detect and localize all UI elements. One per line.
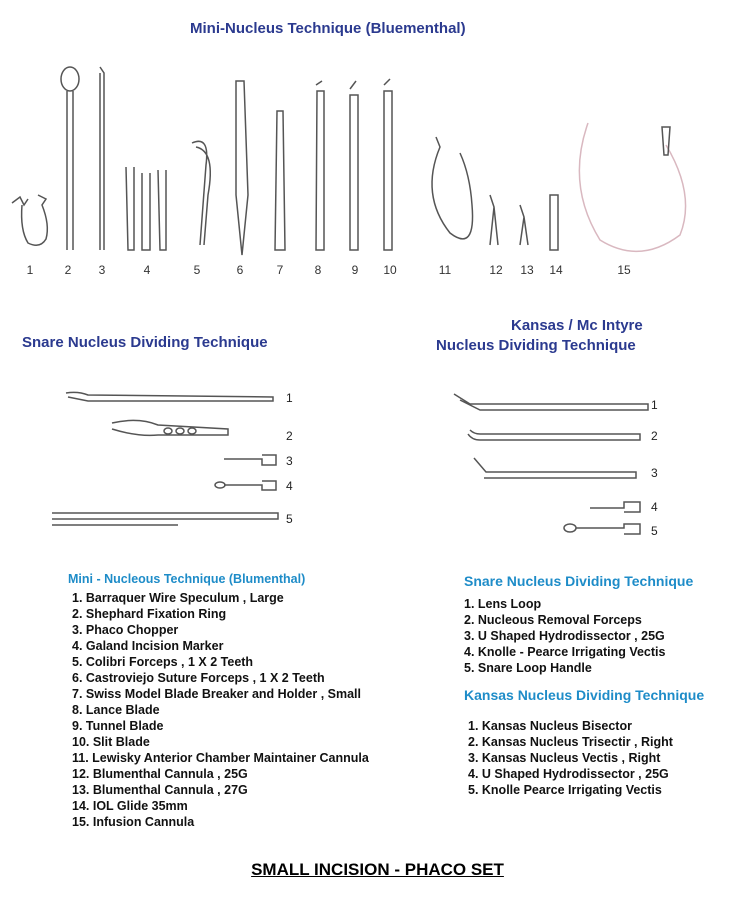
kansas-list-title: Kansas Nucleus Dividing Technique bbox=[464, 687, 705, 703]
list-item: 1. Barraquer Wire Speculum , Large bbox=[72, 591, 284, 605]
instrument-number: 1 bbox=[26, 263, 34, 277]
kansas-item-number: 5 bbox=[651, 524, 658, 538]
list-item: 4. Knolle - Pearce Irrigating Vectis bbox=[464, 645, 666, 659]
instrument-number: 3 bbox=[98, 263, 106, 277]
list-item: 2. Shephard Fixation Ring bbox=[72, 607, 227, 621]
kansas-item-number: 1 bbox=[651, 398, 658, 412]
list-item: 3. Phaco Chopper bbox=[72, 623, 179, 637]
kansas-instruments-illustration bbox=[450, 390, 650, 540]
list-item: 1. Kansas Nucleus Bisector bbox=[468, 719, 632, 733]
kansas-item-number: 2 bbox=[651, 429, 658, 443]
list-item: 15. Infusion Cannula bbox=[72, 815, 195, 829]
snare-instruments-illustration bbox=[48, 385, 288, 530]
list-item: 5. Colibri Forceps , 1 X 2 Teeth bbox=[72, 655, 254, 669]
list-item: 5. Snare Loop Handle bbox=[464, 661, 592, 675]
list-item: 13. Blumenthal Cannula , 27G bbox=[72, 783, 248, 797]
kansas-item-number: 4 bbox=[651, 500, 658, 514]
instrument-number: 6 bbox=[236, 263, 244, 277]
instrument-number: 4 bbox=[143, 263, 151, 277]
instrument-number: 7 bbox=[276, 263, 284, 277]
instrument-number: 13 bbox=[520, 263, 534, 277]
snare-heading: Snare Nucleus Dividing Technique bbox=[22, 334, 268, 351]
mini-nucleus-heading: Mini-Nucleus Technique (Bluementhal) bbox=[190, 20, 466, 37]
snare-item-number: 4 bbox=[286, 479, 293, 493]
instrument-number: 8 bbox=[314, 263, 322, 277]
list-item: 5. Knolle Pearce Irrigating Vectis bbox=[468, 783, 662, 797]
instrument-number: 10 bbox=[383, 263, 397, 277]
kansas-item-number: 3 bbox=[651, 466, 658, 480]
list-item: 6. Castroviejo Suture Forceps , 1 X 2 Teeth bbox=[72, 671, 325, 685]
snare-item-number: 3 bbox=[286, 454, 293, 468]
instrument-number: 5 bbox=[193, 263, 201, 277]
list-item: 12. Blumenthal Cannula , 25G bbox=[72, 767, 248, 781]
list-item: 3. Kansas Nucleus Vectis , Right bbox=[468, 751, 661, 765]
instrument-number: 11 bbox=[438, 263, 452, 277]
snare-item-number: 5 bbox=[286, 512, 293, 526]
list-item: 8. Lance Blade bbox=[72, 703, 160, 717]
snare-item-number: 1 bbox=[286, 391, 293, 405]
list-item: 4. U Shaped Hydrodissector , 25G bbox=[468, 767, 669, 781]
mini-list bbox=[72, 590, 369, 830]
instrument-number: 14 bbox=[549, 263, 563, 277]
kansas-heading-line2: Nucleus Dividing Technique bbox=[436, 337, 636, 354]
instrument-number: 9 bbox=[351, 263, 359, 277]
list-item: 2. Nucleous Removal Forceps bbox=[464, 613, 642, 627]
list-item: 10. Slit Blade bbox=[72, 735, 150, 749]
instrument-number: 12 bbox=[489, 263, 503, 277]
snare-item-number: 2 bbox=[286, 429, 293, 443]
list-item: 11. Lewisky Anterior Chamber Maintainer Cannula bbox=[72, 751, 369, 765]
page-footer-title: SMALL INCISION - PHACO SET bbox=[251, 860, 504, 879]
mini-nucleus-instruments-illustration bbox=[0, 55, 700, 260]
list-item: 14. IOL Glide 35mm bbox=[72, 799, 188, 813]
list-item: 3. U Shaped Hydrodissector , 25G bbox=[464, 629, 665, 643]
instrument-number: 2 bbox=[64, 263, 72, 277]
list-item: 4. Galand Incision Marker bbox=[72, 639, 224, 653]
snare-list-title: Snare Nucleus Dividing Technique bbox=[464, 573, 694, 589]
list-item: 9. Tunnel Blade bbox=[72, 719, 164, 733]
list-item: 2. Kansas Nucleus Trisectir , Right bbox=[468, 735, 673, 749]
list-item: 1. Lens Loop bbox=[464, 597, 542, 611]
kansas-heading-line1: Kansas / Mc Intyre bbox=[511, 317, 643, 334]
instrument-number: 15 bbox=[617, 263, 631, 277]
list-item: 7. Swiss Model Blade Breaker and Holder , Small bbox=[72, 687, 361, 701]
mini-list-title: Mini - Nucleous Technique (Blumenthal) bbox=[68, 572, 306, 586]
kansas-list bbox=[468, 718, 673, 798]
snare-list bbox=[464, 596, 665, 676]
